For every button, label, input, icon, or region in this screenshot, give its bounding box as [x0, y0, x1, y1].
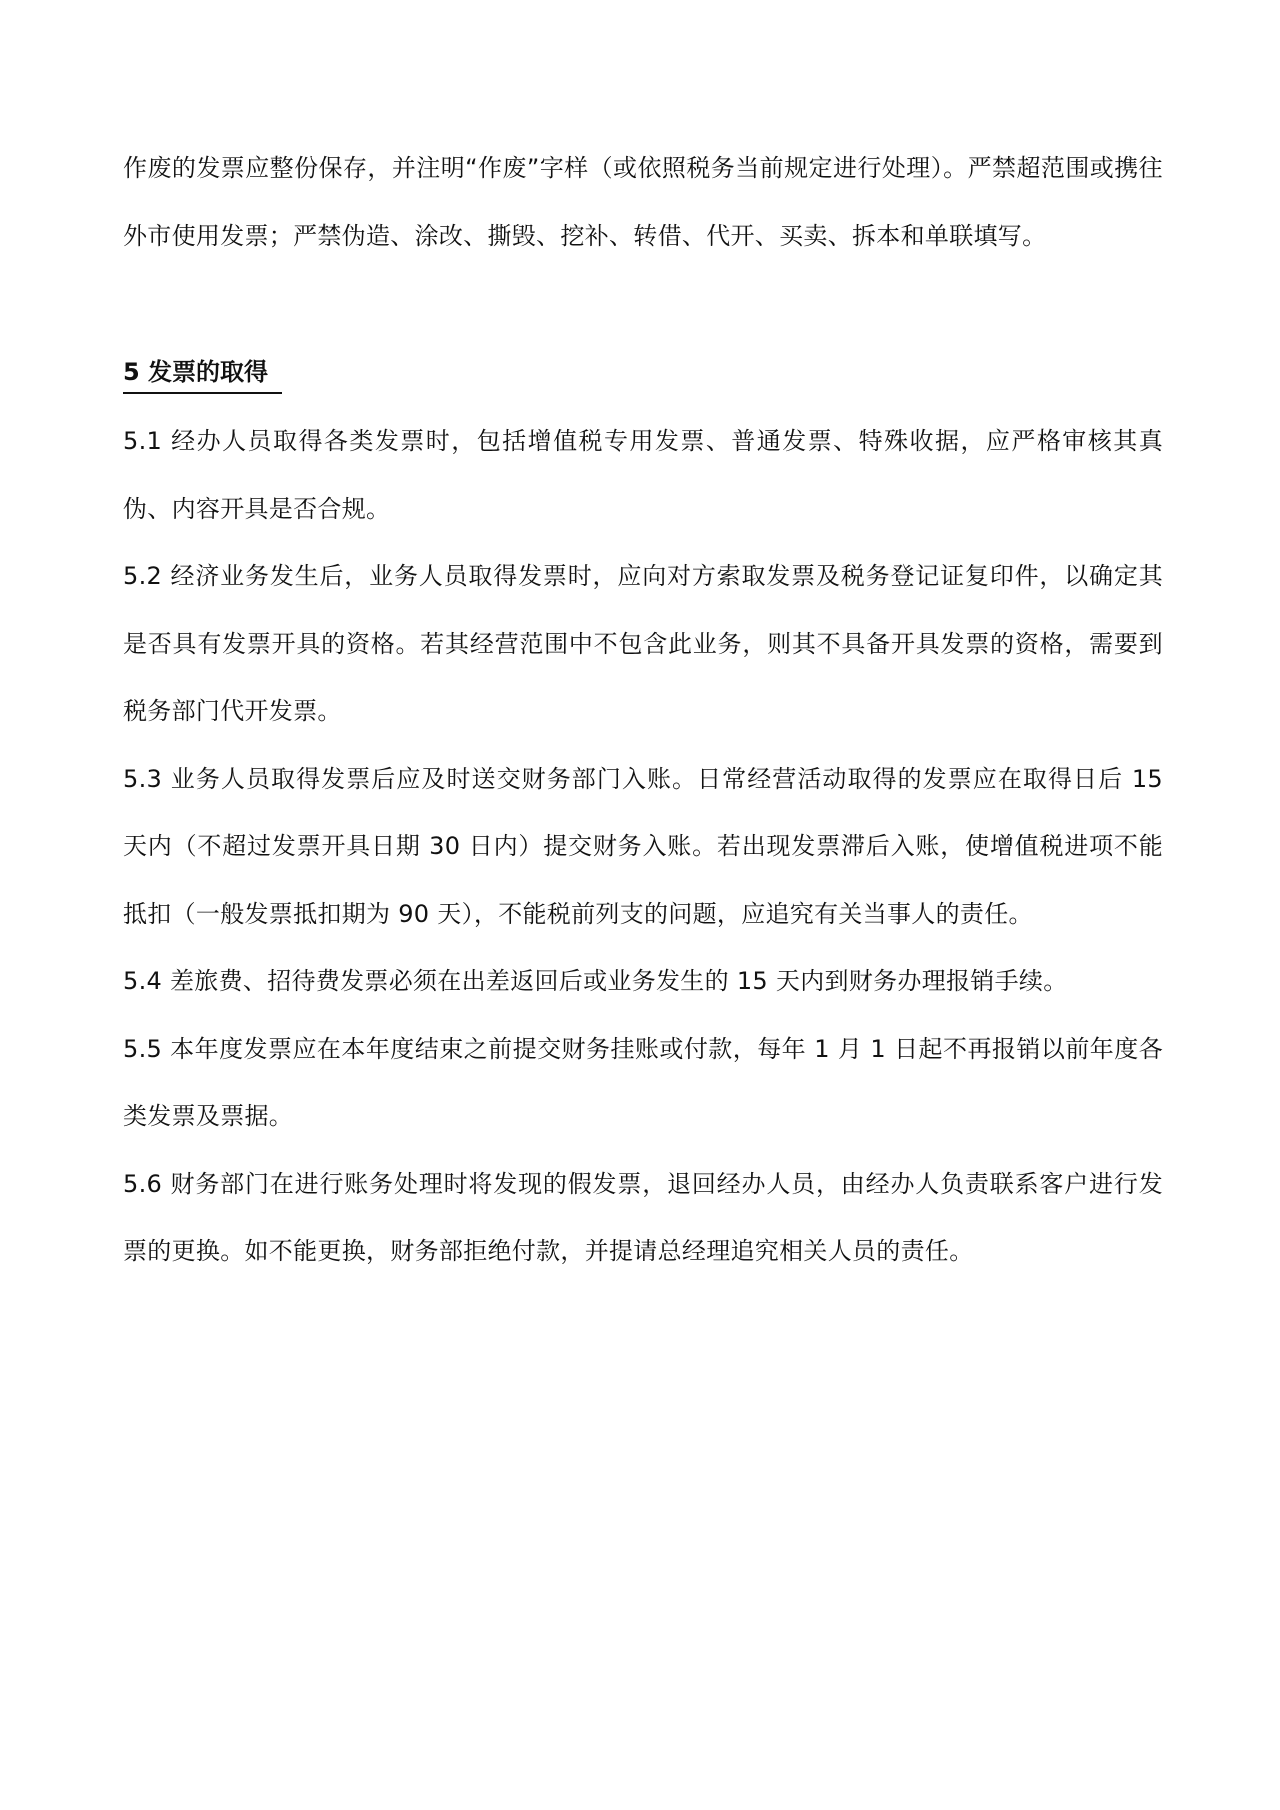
clause-5-2: 5.2 经济业务发生后，业务人员取得发票时，应向对方索取发票及税务登记证复印件，以确定其是否具有发票开具的资格。若其经营范围中不包含此业务，则其不具备开具发票的资格，需要到税务部门代开发票。: [123, 562, 1163, 725]
section-heading: 5 发票的取得: [123, 352, 282, 394]
clause-5-6: 5.6 财务部门在进行账务处理时将发现的假发票，退回经办人员，由经办人负责联系客户进行发票的更换。如不能更换，财务部拒绝付款，并提请总经理追究相关人员的责任。: [123, 1169, 1163, 1265]
clause-5-1: 5.1 经办人员取得各类发票时，包括增值税专用发票、普通发票、特殊收据，应严格审核其真伪、内容开具是否合规。: [123, 427, 1163, 523]
clause-5-4: 5.4 差旅费、招待费发票必须在出差返回后或业务发生的 15 天内到财务办理报销手续。: [123, 967, 1068, 995]
document-body: [123, 135, 1163, 1286]
intro-paragraph: 作废的发票应整份保存，并注明“作废”字样（或依照税务当前规定进行处理）。严禁超范围或携往外市使用发票；严禁伪造、涂改、撕毁、挖补、转借、代开、买卖、拆本和单联填写。: [123, 154, 1163, 250]
section-heading-wrapper: [123, 352, 1163, 398]
clause-5-3: 5.3 业务人员取得发票后应及时送交财务部门入账。日常经营活动取得的发票应在取得日后 15 天内（不超过发票开具日期 30 日内）提交财务入账。若出现发票滞后入账，使增值税进项不能抵扣（一般发票抵扣期为 90 天），不能税前列支的问题，应追究有关当事人的责任。: [123, 764, 1163, 928]
section-items: [123, 408, 1163, 1286]
section-spacer: [123, 270, 1163, 352]
clause-5-5: 5.5 本年度发票应在本年度结束之前提交财务挂账或付款，每年 1 月 1 日起不再报销以前年度各类发票及票据。: [123, 1034, 1163, 1130]
